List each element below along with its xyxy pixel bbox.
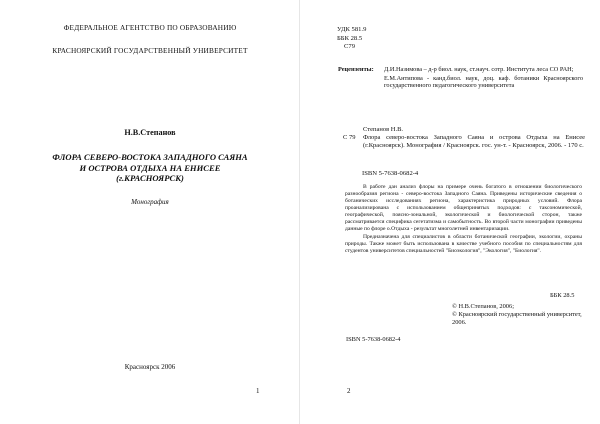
udk-code: УДК 581.9 <box>337 26 367 33</box>
title-line: (г.КРАСНОЯРСК) <box>116 173 184 183</box>
right-page <box>300 0 600 424</box>
isbn-bottom: ISBN 5-7638-0682-4 <box>346 336 401 343</box>
reviewer-entry: Е.М.Антипова - канд.биол. наук, доц. каф. ботаники Красноярского государственного педагогического университета <box>384 74 583 90</box>
biblio-description: Флора северо-востока Западного Саяна и острова Отдыха на Енисее (г.Красноярск). Монография / Красноярск. гос. ун-т. - Красноярск, 2006. - 170 с. <box>363 134 585 149</box>
page-number-left: 1 <box>256 387 260 395</box>
biblio-code: С 79 <box>343 134 356 141</box>
author-name: Н.В.Степанов <box>124 128 176 137</box>
abstract-paragraph: Предназначена для специалистов в области ботанической географии, экологии, охраны природы. Также может быть использована в качестве учебного пособия по специальностям для студентов университетов специальностей "Биоэкология", "Экология", "Биология". <box>345 234 582 254</box>
copyright-line: © Н.В.Степанов, 2006; <box>452 303 514 310</box>
book-title <box>20 152 280 184</box>
biblio-author: Степанов Н.В. <box>363 126 404 133</box>
classification-codes <box>337 26 366 52</box>
bbk-code: ББК 28.5 <box>337 34 363 42</box>
bibliographic-record <box>343 126 585 150</box>
agency-heading: ФЕДЕРАЛЬНОЕ АГЕНТСТВО ПО ОБРАЗОВАНИЮ <box>63 23 237 32</box>
university-heading: КРАСНОЯРСКИЙ ГОСУДАРСТВЕННЫЙ УНИВЕРСИТЕТ <box>52 46 248 55</box>
bbk-bottom: ББК 28.5 <box>550 292 575 299</box>
genre-label: Монография <box>131 198 169 206</box>
title-line: И ОСТРОВА ОТДЫХА НА ЕНИСЕЕ <box>79 162 221 173</box>
isbn-top: ISBN 5-7638-0682-4 <box>362 170 419 177</box>
reviewer-entry: Д.И.Назимова – д-р биол. наук, ст.науч. сотр. Института леса СО РАН; <box>384 66 574 73</box>
title-line: ФЛОРА СЕВЕРО-ВОСТОКА ЗАПАДНОГО САЯНА <box>52 152 248 162</box>
abstract <box>345 184 582 255</box>
abstract-paragraph: В работе дан анализ флоры на примере очень богатого в отношении биологического разнообразия региона - северо-востока Западного Саяна. Приведены исторические сведения о ботанических исследованиях региона, характеристика природных условий. Флора проанализирована с использованием общепринятых подходов: с таксономической, географической, поясно-зональной, экологической и биологической сторон, также рассматривается специфика сегетатизма и самобытность. Во второй части монографии приведены данные по флоре о.Отдыха - результат многолетней инвентаризации. <box>345 184 582 232</box>
copyright-block <box>452 303 582 327</box>
city-year: Красноярск 2006 <box>124 363 176 371</box>
page-number-right: 2 <box>347 387 351 395</box>
copyright-line: © Красноярский государственный университет, 2006. <box>452 311 582 326</box>
cutter-code: С79 <box>344 43 355 50</box>
reviewers-label: Рецензенты: <box>338 66 374 73</box>
reviewers-block <box>338 66 583 90</box>
